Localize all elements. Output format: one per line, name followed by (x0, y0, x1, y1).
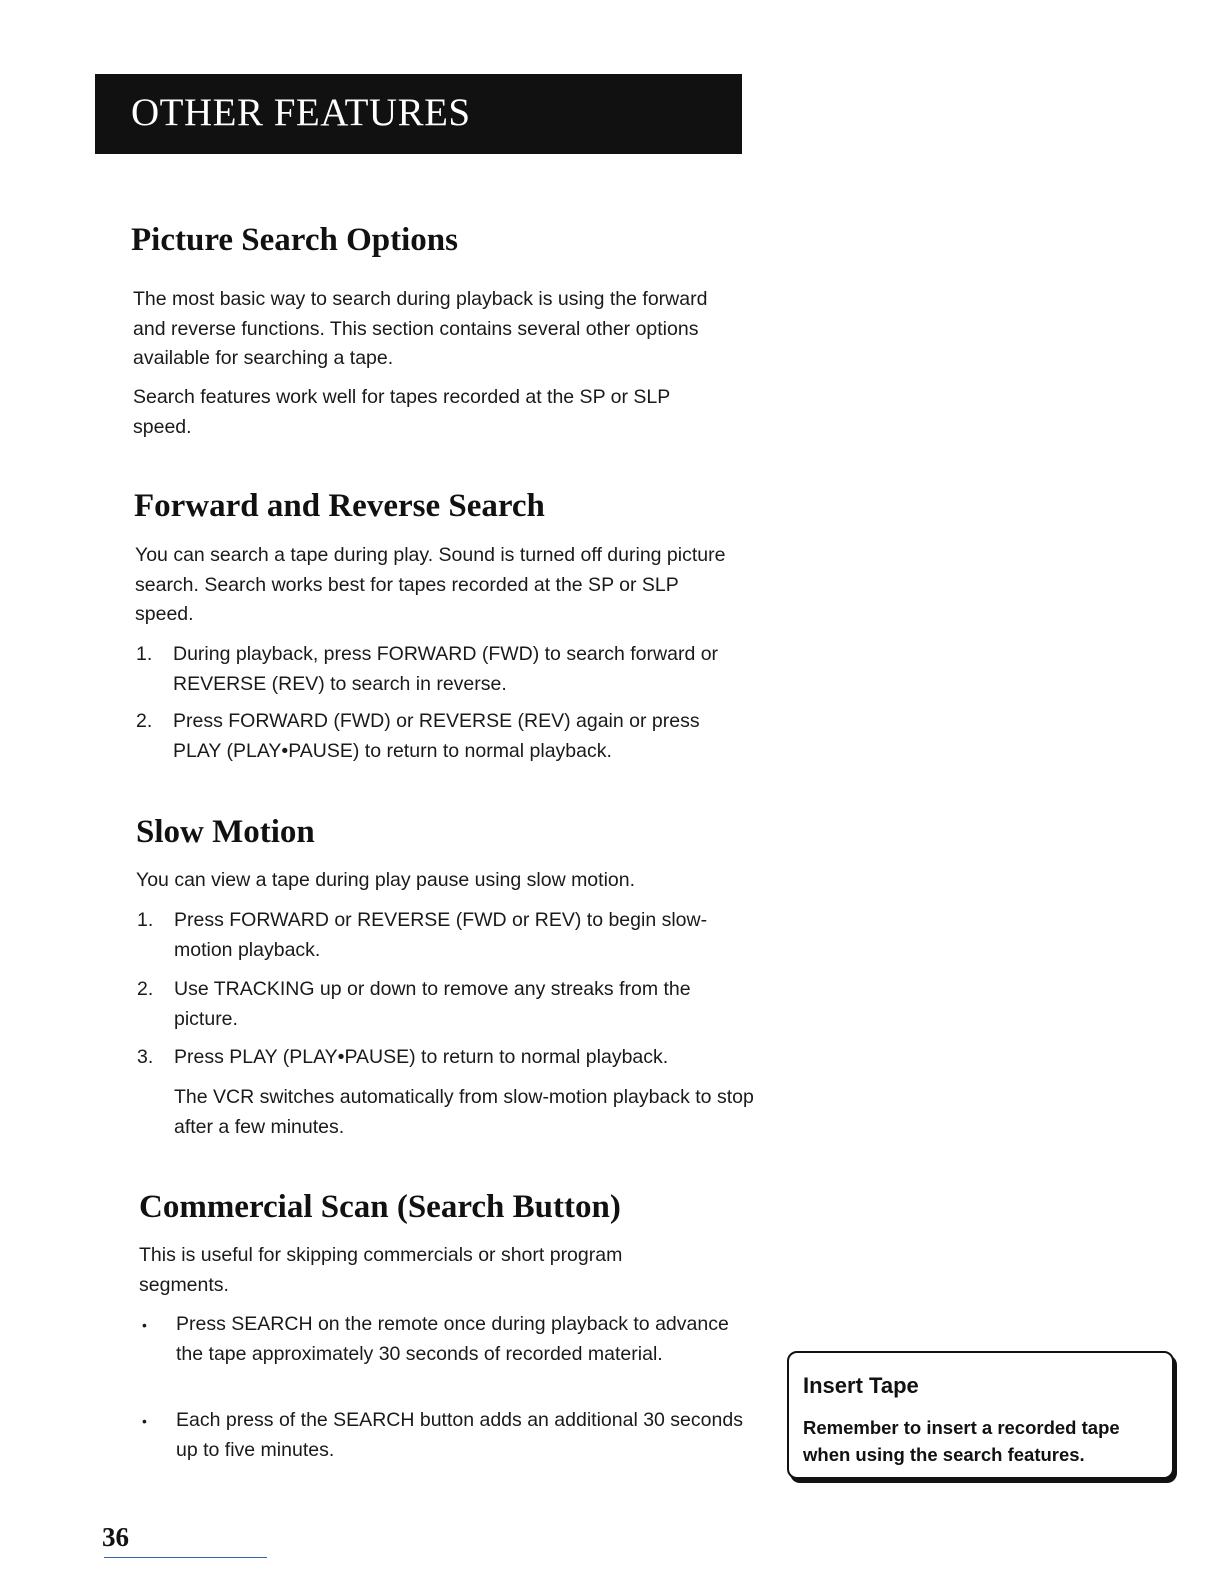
step-text: Press FORWARD or REVERSE (FWD or REV) to begin slow-motion playback. (174, 909, 708, 961)
heading-commercial-scan: Commercial Scan (Search Button) (139, 1189, 621, 1225)
page-number-rule (104, 1557, 267, 1558)
step-number: 1. (136, 643, 153, 665)
commercial-scan-intro: This is useful for skipping commercials or short program segments. (139, 1244, 623, 1296)
heading-slow-motion: Slow Motion (136, 814, 315, 850)
picture-search-paragraph-2: Search features work well for tapes recorded at the SP or SLP speed. (133, 386, 670, 438)
note-title: Insert Tape (803, 1373, 919, 1398)
note-body: Remember to insert a recorded tape when using the search features. (803, 1417, 1120, 1465)
bullet-text: Press SEARCH on the remote once during playback to advance the tape approximately 30 seconds of recorded material. (176, 1313, 729, 1365)
bullet-text: Each press of the SEARCH button adds an additional 30 seconds up to five minutes. (176, 1409, 743, 1461)
insert-tape-note-box (787, 1351, 1174, 1479)
step-text: Press PLAY (PLAY•PAUSE) to return to normal playback. (174, 1046, 669, 1068)
bullet-marker: • (142, 1317, 147, 1333)
step-text: Press FORWARD (FWD) or REVERSE (REV) again or press PLAY (PLAY•PAUSE) to return to normal playback. (173, 710, 700, 762)
step-number: 2. (137, 978, 154, 1000)
forward-reverse-intro: You can search a tape during play. Sound is turned off during picture search. Search works best for tapes recorded at the SP or SLP speed. (135, 544, 726, 625)
slow-motion-intro: You can view a tape during play pause using slow motion. (136, 869, 636, 891)
slow-motion-note: The VCR switches automatically from slow-motion playback to stop after a few minutes. (174, 1086, 754, 1138)
step-number: 3. (137, 1046, 154, 1068)
heading-forward-reverse-search: Forward and Reverse Search (134, 488, 545, 524)
chapter-header-bar (95, 74, 742, 154)
chapter-title: OTHER FEATURES (131, 91, 471, 134)
step-text: Use TRACKING up or down to remove any streaks from the picture. (174, 978, 691, 1030)
step-text: During playback, press FORWARD (FWD) to search forward or REVERSE (REV) to search in reverse. (173, 643, 719, 695)
heading-picture-search-options: Picture Search Options (131, 222, 458, 258)
bullet-marker: • (142, 1413, 147, 1429)
step-number: 2. (136, 710, 153, 732)
page-number: 36 (102, 1522, 129, 1552)
step-number: 1. (137, 909, 154, 931)
picture-search-paragraph-1: The most basic way to search during playback is using the forward and reverse functions. This section contains several other options available for searching a tape. (133, 288, 708, 369)
